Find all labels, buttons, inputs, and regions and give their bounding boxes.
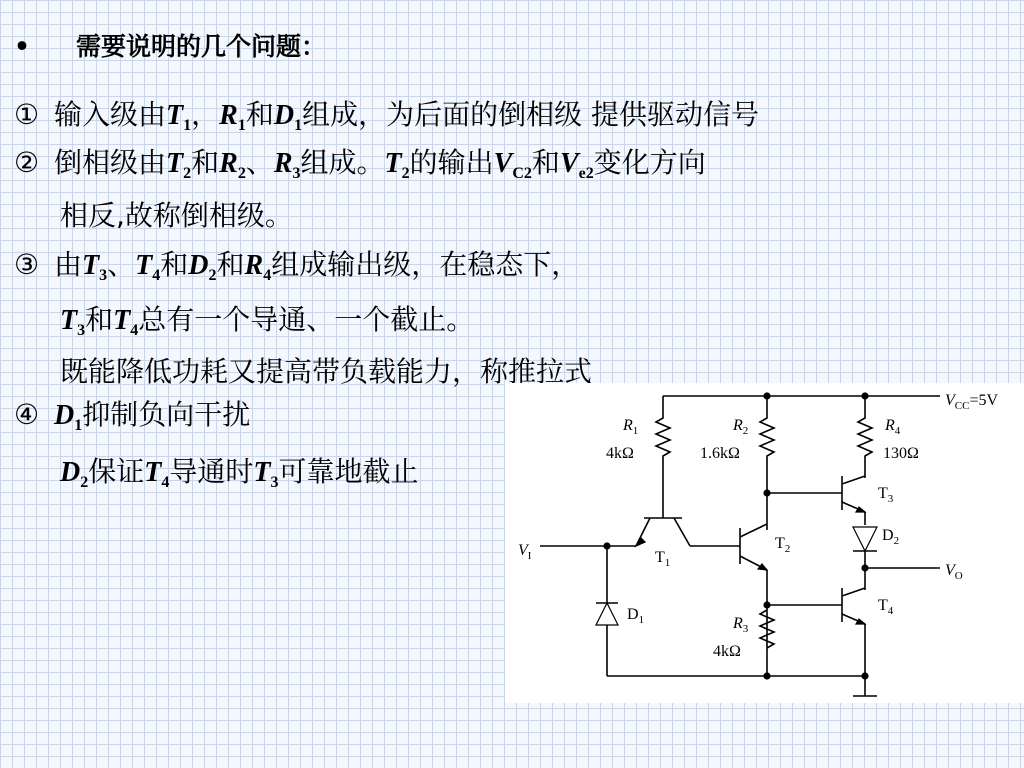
sym: T	[60, 305, 78, 336]
point-3-line-3: 既能降低功耗又提高带负载能力，称推拉式	[60, 355, 593, 388]
marker-1: ①	[14, 98, 40, 131]
slide-title	[14, 30, 326, 64]
text: 组成输出级，在稳态下，	[271, 248, 580, 281]
t1-collector	[674, 518, 690, 546]
r1-value: 4kΩ	[606, 445, 634, 462]
sub: 1	[74, 417, 83, 434]
sym: D	[273, 100, 295, 131]
text: 和	[160, 248, 189, 281]
sym: D	[188, 250, 209, 281]
sym: T	[82, 250, 100, 281]
text: 和	[245, 98, 274, 131]
sep: ，	[191, 98, 220, 131]
r2-resistor	[760, 396, 774, 530]
point-2-line-2: 相反,故称倒相级。	[60, 199, 293, 232]
vo-label: $V_O$	[945, 562, 963, 582]
node	[862, 673, 868, 679]
sym: T	[166, 100, 184, 131]
point-4-line-2	[60, 455, 419, 500]
text: 、	[107, 248, 136, 281]
point-3-line-2	[60, 303, 474, 348]
sym: V	[493, 148, 513, 179]
text: 组成，为后面的倒相级 提供驱动信号	[302, 98, 759, 131]
sub: 2	[401, 165, 410, 182]
t3-arrow	[856, 507, 865, 512]
d1-label: $D_1$	[627, 606, 645, 626]
text: 抑制负向干扰	[82, 398, 251, 431]
d2-diode	[853, 527, 877, 551]
sym: R	[244, 250, 264, 281]
r3-value: 4kΩ	[713, 643, 741, 660]
sym: T	[144, 457, 162, 488]
sub: 3	[77, 322, 86, 339]
sym: T	[135, 250, 153, 281]
r4-value: 130Ω	[883, 445, 919, 462]
text: 导通时	[169, 455, 254, 488]
sym: R	[273, 148, 293, 179]
sub: 1	[237, 117, 246, 134]
sym: T	[384, 148, 402, 179]
t2-collector	[740, 524, 767, 537]
t3-collector	[842, 476, 865, 484]
node	[764, 602, 770, 608]
r1-resistor	[656, 396, 670, 500]
point-4	[14, 398, 250, 443]
t2-label: $T_2$	[775, 535, 791, 555]
text: 总有一个导通、一个截止。	[138, 303, 475, 336]
text: 组成。	[300, 146, 385, 179]
text: 、	[245, 146, 274, 179]
t1-label: $T_1$	[655, 549, 671, 569]
sym: T	[253, 457, 271, 488]
text: 保证	[88, 455, 145, 488]
sub: 2	[183, 165, 192, 182]
sub: 3	[99, 267, 108, 284]
point-3	[14, 248, 579, 293]
node	[604, 543, 610, 549]
text: 变化方向	[593, 146, 706, 179]
node	[764, 393, 770, 399]
sym: R	[219, 100, 238, 131]
sub: 4	[130, 322, 139, 339]
point-2	[14, 146, 706, 191]
sym: T	[113, 305, 131, 336]
sub: 4	[152, 267, 161, 284]
sym: R	[219, 148, 238, 179]
vi-label: $V_I$	[518, 542, 532, 562]
marker-4: ④	[14, 398, 40, 431]
sym: V	[559, 148, 579, 179]
node	[764, 673, 770, 679]
sub: 3	[270, 474, 279, 491]
text: 的输出	[409, 146, 494, 179]
sym: D	[54, 400, 75, 431]
text: 和	[191, 146, 220, 179]
text: 由	[54, 248, 83, 281]
sub: e2	[578, 165, 594, 182]
node	[862, 565, 868, 571]
t4-arrow	[856, 619, 865, 624]
node	[764, 490, 770, 496]
bullet: •	[14, 32, 30, 61]
text: 可靠地截止	[278, 455, 419, 488]
sub: 1	[294, 117, 303, 134]
t4-label: $T_4$	[878, 597, 894, 617]
sub: 4	[263, 267, 272, 284]
sub: 3	[292, 165, 301, 182]
text: 和	[216, 248, 245, 281]
marker-2: ②	[14, 146, 40, 179]
title-text: 需要说明的几个问题：	[76, 32, 327, 61]
r4-label: $R_4$	[885, 417, 901, 437]
ttl-circuit-diagram	[505, 383, 1024, 703]
text: 输入级由	[54, 98, 167, 131]
r2-label: $R_2$	[733, 417, 749, 437]
sym: T	[166, 148, 184, 179]
text: 和	[85, 303, 114, 336]
d1-diode	[596, 603, 618, 625]
r2-value: 1.6kΩ	[700, 445, 740, 462]
sub: 4	[161, 474, 170, 491]
r1-label: $R_1$	[623, 417, 639, 437]
d2-label: $D_2$	[882, 527, 900, 547]
t3-label: $T_3$	[878, 485, 894, 505]
point-1	[14, 98, 759, 143]
marker-3: ③	[14, 248, 40, 281]
r4-resistor	[858, 396, 872, 478]
t2-arrow	[758, 564, 767, 570]
sub: 2	[80, 474, 89, 491]
sym: D	[60, 457, 81, 488]
text: 倒相级由	[54, 146, 167, 179]
text: 和	[531, 146, 560, 179]
sub: C2	[512, 165, 532, 182]
r3-label: $R_3$	[733, 615, 749, 635]
sub: 1	[183, 117, 192, 134]
node	[862, 393, 868, 399]
sub: 2	[208, 267, 217, 284]
vcc-label: $V_{CC}=5V$	[945, 392, 999, 412]
t4-collector	[842, 588, 865, 596]
sub: 2	[237, 165, 246, 182]
